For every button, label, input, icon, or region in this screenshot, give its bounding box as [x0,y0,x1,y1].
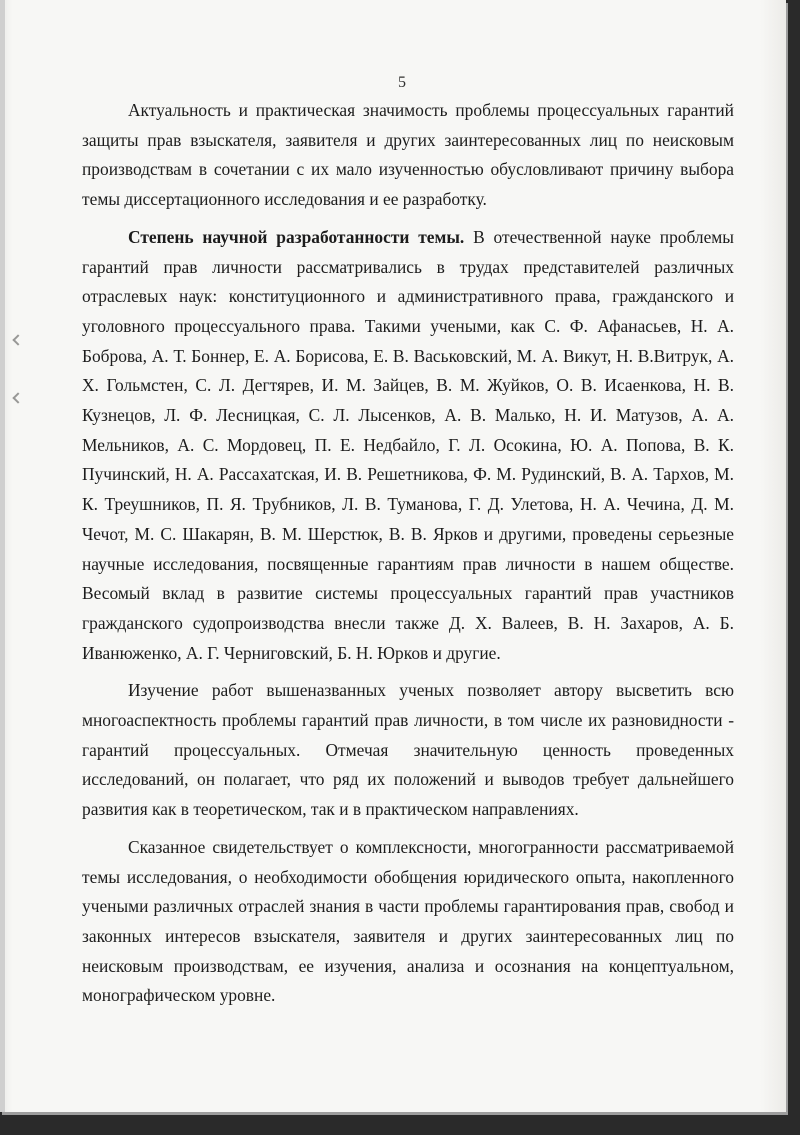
paragraph-text: В отечественной науке проблемы гарантий прав личности рассматривались в трудах представителей различных отраслевых наук: конституционного и административного права, гражданского и уголовного процессуального права. Такими учеными, как С. Ф. Афанасьев, Н. А. Боброва, А. Т. Боннер, Е. А. Борисова, Е. В. Васьковский, М. А. Викут, Н. В.Витрук, А. Х. Гольмстен, С. Л. Дегтярев, И. М. Зайцев, В. М. Жуйков, О. В. Исаенкова, Н. В. Кузнецов, Л. Ф. Лесницкая, С. Л. Лысенков, А. В. Малько, Н. И. Матузов, А. А. Мельников, А. С. Мордовец, П. Е. Недбайло, Г. Л. Осокина, Ю. А. Попова, В. К. Пучинский, Н. А. Рассахатская, И. В. Решетникова, Ф. М. Рудинский, В. А. Тархов, М. К. Треушников, П. Я. Трубников, Л. В. Туманова, Г. Д. Улетова, Н. А. Чечина, Д. М. Чечот, М. С. Шакарян, В. М. Шерстюк, В. В. Ярков и другими, проведены серьезные научные исследования, посвященные гарантиям прав личности в нашем обществе. Весомый вклад в развитие системы процессуальных гарантий прав участников гражданского судопроизводства внесли также Д. Х. Валеев, В. Н. Захаров, А. Б. Иванюженко, А. Г. Черниговский, Б. Н. Юрков и другие. [82,226,734,663]
paragraph-conclusion [82,833,734,1011]
page-number: 5 [398,74,406,91]
section-heading-inline: Степень научной разработанности темы. [128,226,465,247]
binding-mark [12,392,23,403]
paragraph-text: Сказанное свидетельствует о комплексности, многогранности рассматриваемой темы исследования, о необходимости обобщения юридического опыта, накопленного учеными различных отраслей знания в части проблемы гарантирования прав, свобод и законных интересов взыскателя, заявителя и других заинтересованных лиц по неисковым производствам, ее изучения, анализа и осознания на концептуальном, монографическом уровне. [82,836,734,1006]
paragraph-relevance [82,96,734,215]
paragraph-degree-of-development [82,223,734,669]
paragraph-text: Актуальность и практическая значимость проблемы процессуальных гарантий защиты прав взыскателя, заявителя и других заинтересованных лиц по неисковым производствам в сочетании с их мало изученностью обусловливают причину выбора темы диссертационного исследования и ее разработку. [82,100,734,210]
binding-mark [12,334,23,345]
paragraph-study-of-works [82,676,734,825]
page-left-edge [0,0,5,1112]
document-body [82,96,734,1011]
paragraph-text: Изучение работ вышеназванных ученых позволяет автору высветить всю многоаспектность проблемы гарантий прав личности, в том числе их разновидности - гарантий процессуальных. Отмечая значительную ценность проведенных исследований, он полагает, что ряд их положений и выводов требует дальнейшего развития как в теоретическом, так и в практическом направлениях. [82,680,734,820]
